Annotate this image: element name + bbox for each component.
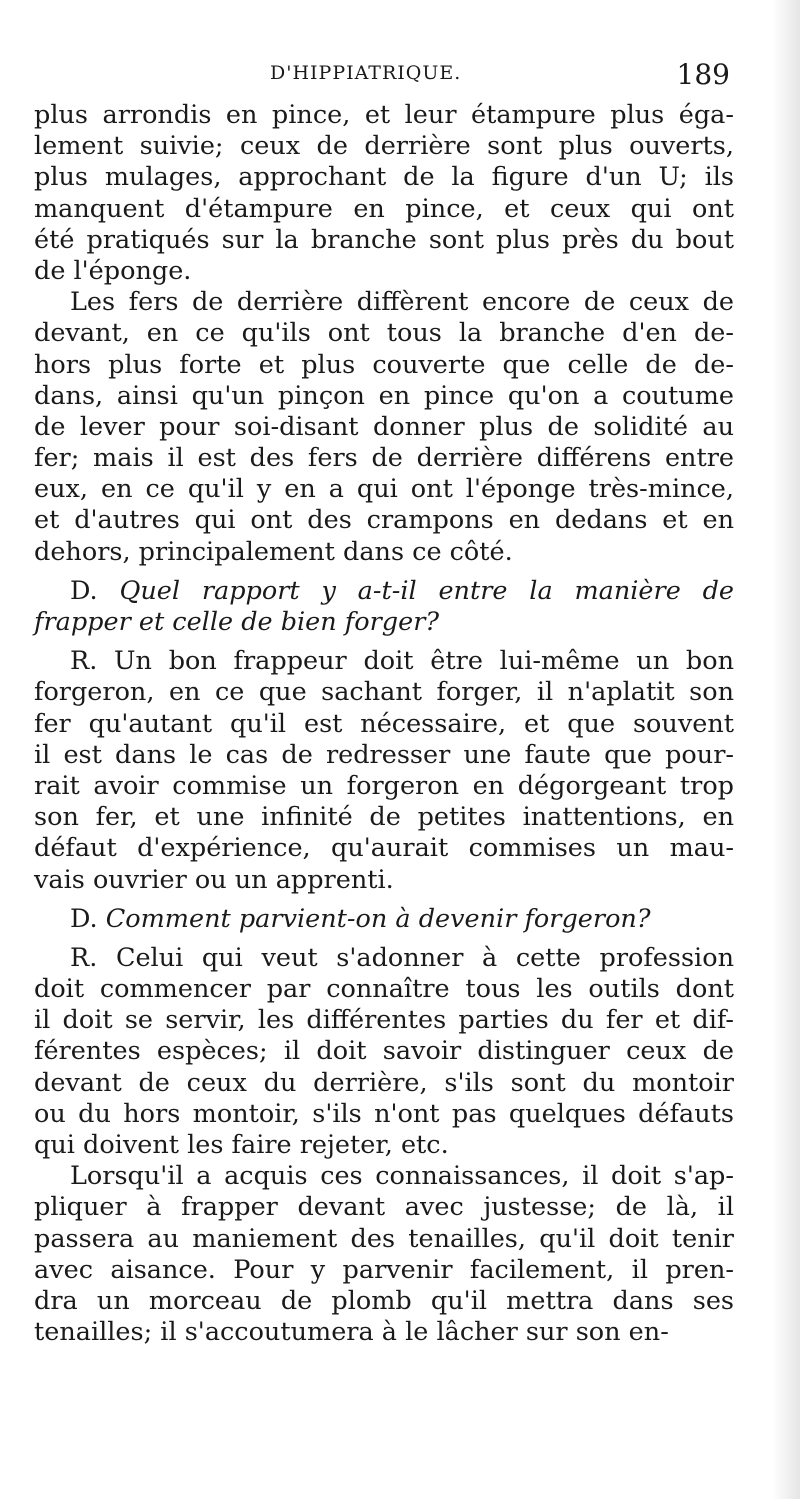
line-text: pliquer à frapper devant avec justesse; de là, il (34, 1192, 734, 1223)
text-line (34, 709, 734, 740)
paragraph (34, 287, 734, 568)
line-text: il est dans le cas de redresser une faute que pour- (34, 739, 734, 770)
text-line (34, 256, 734, 287)
line-text: forgeron, en ce que sachant forger, il n'aplatit son (34, 677, 734, 708)
line-text: eux, en ce qu'il y en a qui ont l'éponge très-mince, (34, 474, 734, 505)
line-text: fer; mais il est des fers de derrière différens entre (34, 443, 734, 474)
line-text: plus arrondis en pince, et leur étampure plus éga- (34, 100, 734, 130)
text-line (34, 1317, 734, 1348)
paragraph (34, 646, 734, 896)
text-line (34, 194, 734, 225)
text-line (34, 1036, 734, 1067)
text-line (34, 1161, 734, 1192)
text-line (34, 100, 734, 131)
line-text: défaut d'expérience, qu'aurait commises un mau- (34, 833, 734, 864)
paragraph-gap (34, 935, 734, 943)
text-line (34, 1286, 734, 1317)
paragraph-gap (34, 896, 734, 904)
line-text: doit commencer par connaître tous les outils dont (34, 974, 734, 1005)
text-line (34, 287, 734, 318)
page-header (270, 58, 730, 94)
line-text: de l'éponge. (34, 255, 192, 286)
line-text: son fer, et une infinité de petites inattentions, en (34, 802, 734, 833)
text-line (34, 677, 734, 708)
line-text: fer qu'autant qu'il est nécessaire, et que souvent (34, 708, 734, 739)
text-line (34, 646, 734, 677)
text-line (34, 740, 734, 771)
running-head: D'HIPPIATRIQUE. (270, 62, 462, 84)
line-text: manquent d'étampure en pince, et ceux qui ont (34, 193, 734, 224)
text-line (34, 537, 734, 568)
question-label: D. (70, 903, 98, 934)
text-line (34, 576, 734, 607)
text-line (34, 162, 734, 193)
text-line (34, 443, 734, 474)
line-text: dra un morceau de plomb qu'il mettra dans ses (34, 1285, 734, 1316)
line-text: passera au maniement des tenailles, qu'il doit tenir (34, 1223, 734, 1254)
text-line (34, 1005, 734, 1036)
body-text (34, 100, 734, 1348)
line-text: de lever pour soi-disant donner plus de solidité au (34, 411, 734, 442)
text-line (34, 1068, 734, 1099)
text-line (34, 1192, 734, 1223)
line-text: rait avoir commise un forgeron en dégorgeant trop (34, 770, 734, 801)
text-line (34, 802, 734, 833)
text-line (34, 833, 734, 864)
text-line (34, 865, 734, 896)
line-text: tenailles; il s'accoutumera à le lâcher sur son en- (34, 1317, 669, 1348)
text-line (34, 505, 734, 536)
line-text: plus mulages, approchant de la figure d'un U; ils (34, 162, 734, 193)
text-line (34, 904, 734, 935)
paragraph (34, 100, 734, 287)
line-text: dans, ainsi qu'un pinçon en pince qu'on a coutume (34, 380, 734, 411)
paragraph (34, 1161, 734, 1348)
text-line (34, 474, 734, 505)
line-text: été pratiqués sur la branche sont plus près du bout (34, 224, 734, 255)
page-edge-shadow (772, 0, 800, 1499)
text-line (34, 1255, 734, 1286)
text-line (34, 131, 734, 162)
text-line (34, 1224, 734, 1255)
line-text: ou du hors montoir, s'ils n'ont pas quelques défauts (34, 1098, 734, 1129)
text-line (34, 771, 734, 802)
text-line (34, 225, 734, 256)
text-line (34, 350, 734, 381)
line-text: Lorsqu'il a acquis ces connaissances, il doit s'ap- (70, 1161, 734, 1192)
line-text: Les fers de derrière diffèrent encore de ceux de (70, 287, 734, 318)
text-line (34, 412, 734, 443)
paragraph-gap (34, 568, 734, 576)
line-text: vais ouvrier ou un apprenti. (34, 864, 394, 895)
line-text: devant de ceux du derrière, s'ils sont du montoir (34, 1067, 734, 1098)
line-text: devant, en ce qu'ils ont tous la branche d'en de- (34, 318, 734, 349)
paragraph-gap (34, 638, 734, 646)
text-line (34, 318, 734, 349)
line-text: lement suivie; ceux de derrière sont plus ouverts, (34, 131, 734, 162)
line-text: avec aisance. Pour y parvenir facilement, il pren- (34, 1254, 734, 1285)
line-text: dehors, principalement dans ce côté. (34, 536, 513, 567)
line-text: R. Un bon frappeur doit être lui-même un bon (70, 646, 734, 677)
text-line (34, 1130, 734, 1161)
text-line (34, 1099, 734, 1130)
text-line (34, 943, 734, 974)
line-text: Quel rapport y a-t-il entre la manière de (119, 575, 734, 606)
text-line (34, 607, 734, 638)
question-paragraph (34, 576, 734, 638)
line-text: il doit se servir, les différentes parties du fer et dif- (34, 1005, 734, 1036)
question-paragraph (34, 904, 734, 935)
line-text: et d'autres qui ont des crampons en dedans et en (34, 505, 734, 536)
line-text: R. Celui qui veut s'adonner à cette profession (70, 942, 734, 973)
text-line (34, 381, 734, 412)
paragraph (34, 943, 734, 1161)
line-text: hors plus forte et plus couverte que celle de de- (34, 349, 734, 380)
question-label: D. (70, 575, 98, 606)
line-text: frapper et celle de bien forger? (34, 607, 440, 637)
page-number: 189 (676, 58, 730, 91)
text-line (34, 974, 734, 1005)
line-text: Comment parvient-on à devenir forgeron? (105, 903, 651, 934)
line-text: férentes espèces; il doit savoir distinguer ceux de (34, 1036, 734, 1067)
line-text: qui doivent les faire rejeter, etc. (34, 1130, 449, 1160)
